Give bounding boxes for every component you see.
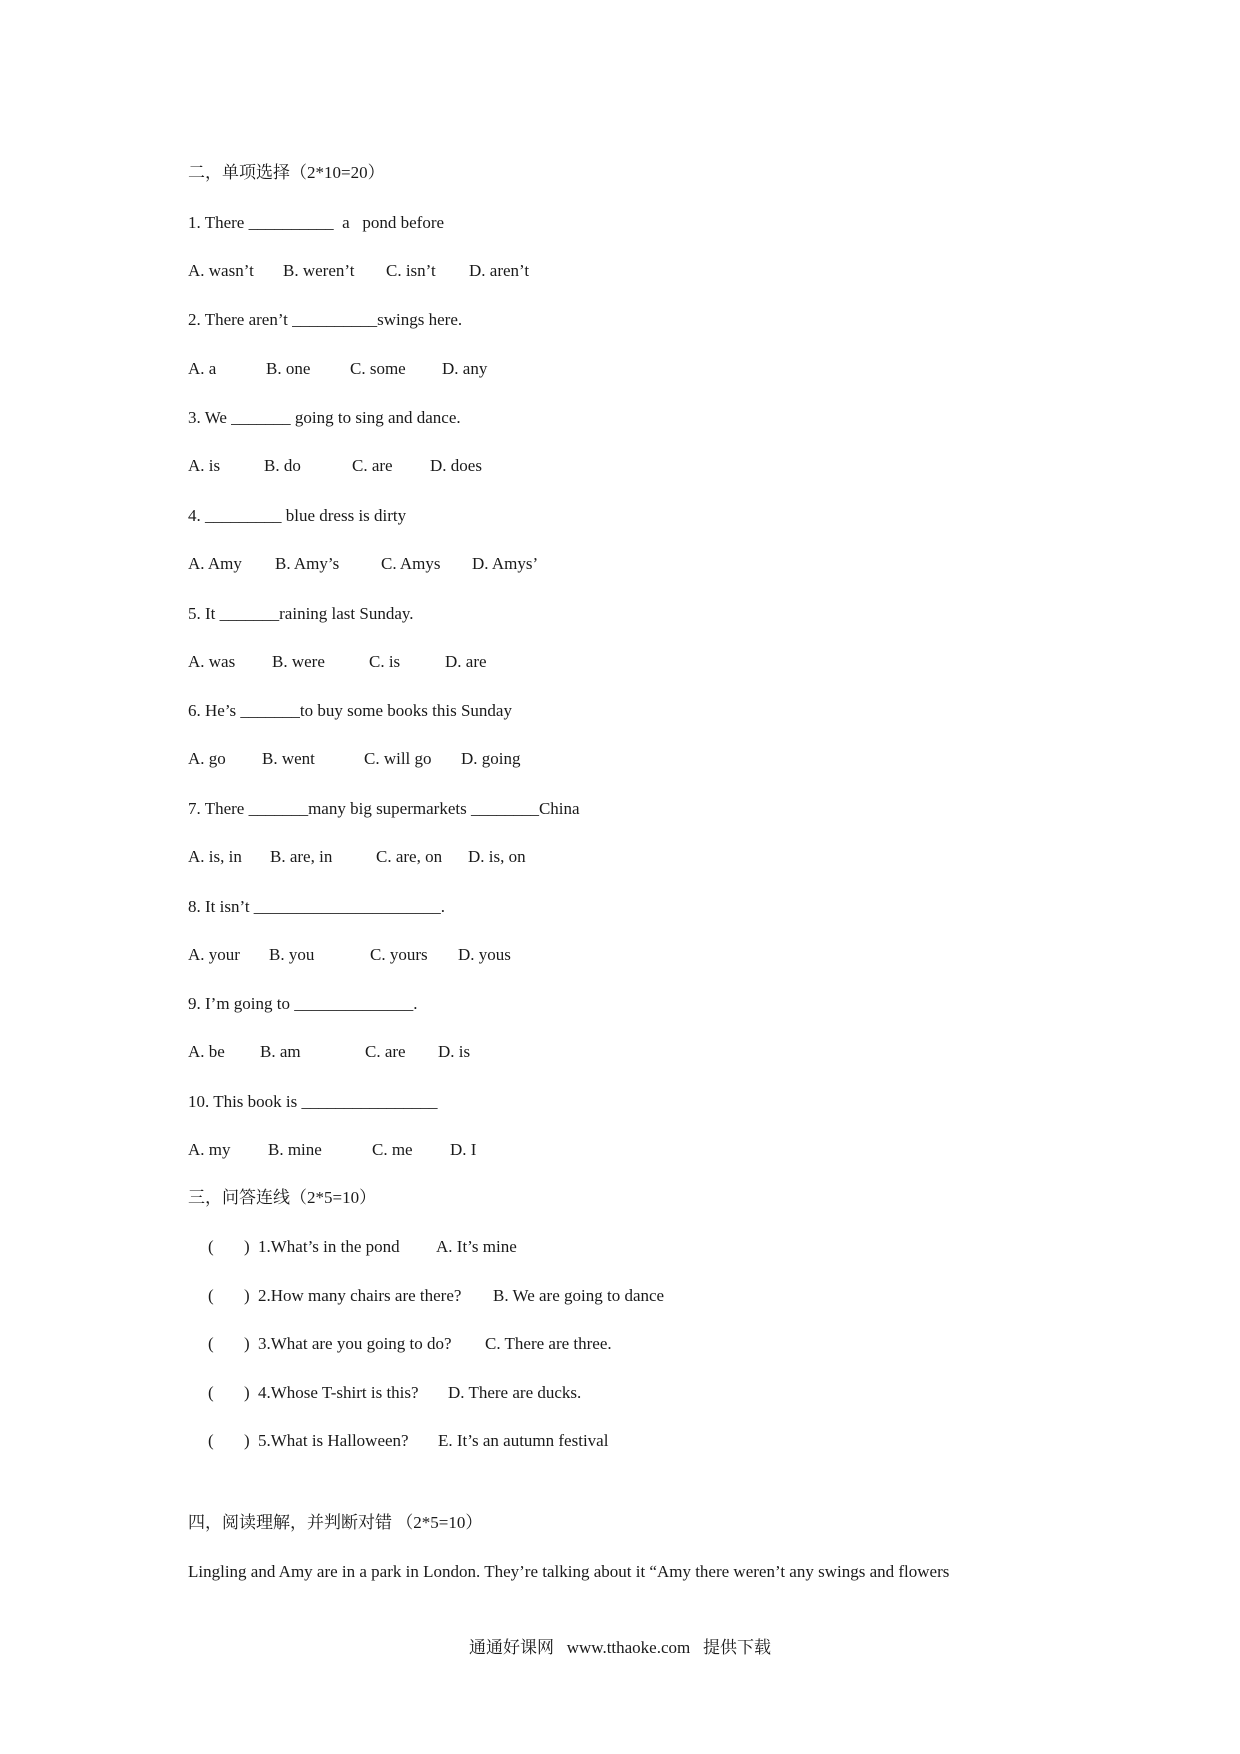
matching-row-2 — [208, 1285, 1108, 1307]
answer-paren-close: ) — [244, 1431, 250, 1450]
option-a: A. Amy — [188, 554, 242, 573]
question-3-options — [188, 455, 1088, 477]
option-a: A. wasn’t — [188, 261, 254, 280]
question-1: 1. There __________ a pond before — [188, 213, 445, 232]
option-c: C. isn’t — [386, 261, 436, 280]
answer-paren-open: ( — [208, 1286, 214, 1305]
option-d: D. any — [442, 359, 488, 378]
question-2: 2. There aren’t __________swings here. — [188, 310, 463, 329]
question-7: 7. There _______many big supermarkets ________China — [188, 799, 580, 818]
option-c: C. me — [372, 1140, 413, 1159]
question-8-options — [188, 944, 1088, 966]
option-c: C. is — [369, 652, 401, 671]
question-2-options — [188, 358, 1088, 380]
question-6-options — [188, 748, 1088, 770]
question-10: 10. This book is ________________ — [188, 1092, 438, 1111]
option-c: C. Amys — [381, 554, 441, 573]
matching-answer: B. We are going to dance — [493, 1286, 665, 1305]
question-4-options — [188, 553, 1088, 575]
question-4: 4. _________ blue dress is dirty — [188, 506, 407, 525]
option-a: A. my — [188, 1140, 231, 1159]
option-b: B. mine — [268, 1140, 322, 1159]
matching-row-5 — [208, 1430, 1108, 1452]
option-a: A. was — [188, 652, 236, 671]
option-a: A. is, in — [188, 847, 242, 866]
option-c: C. are — [365, 1042, 406, 1061]
question-1-options — [188, 260, 1088, 282]
option-a: A. go — [188, 749, 226, 768]
option-d: D. yous — [458, 945, 511, 964]
option-a: A. a — [188, 359, 217, 378]
question-9-options — [188, 1041, 1088, 1063]
question-9: 9. I’m going to ______________. — [188, 994, 418, 1013]
matching-row-1 — [208, 1236, 1108, 1258]
answer-paren-open: ( — [208, 1383, 214, 1402]
matching-row-4 — [208, 1382, 1108, 1404]
matching-question: 1.What’s in the pond — [258, 1237, 400, 1256]
matching-question: 2.How many chairs are there? — [258, 1286, 462, 1305]
matching-question: 4.Whose T-shirt is this? — [258, 1383, 419, 1402]
answer-paren-close: ) — [244, 1383, 250, 1402]
matching-answer: C. There are three. — [485, 1334, 612, 1353]
question-7-options — [188, 846, 1088, 868]
question-8: 8. It isn’t ______________________. — [188, 897, 446, 916]
option-c: C. yours — [370, 945, 428, 964]
option-c: C. are, on — [376, 847, 443, 866]
option-d: D. is — [438, 1042, 471, 1061]
option-c: C. some — [350, 359, 406, 378]
matching-answer: D. There are ducks. — [448, 1383, 582, 1402]
option-a: A. your — [188, 945, 240, 964]
option-b: B. do — [264, 456, 301, 475]
option-b: B. are, in — [270, 847, 333, 866]
option-a: A. be — [188, 1042, 225, 1061]
option-d: D. going — [461, 749, 521, 768]
answer-paren-open: ( — [208, 1334, 214, 1353]
option-d: D. aren’t — [469, 261, 530, 280]
option-a: A. is — [188, 456, 221, 475]
matching-row-3 — [208, 1333, 1108, 1355]
answer-paren-close: ) — [244, 1286, 250, 1305]
matching-question: 3.What are you going to do? — [258, 1334, 452, 1353]
option-c: C. are — [352, 456, 393, 475]
option-d: D. is, on — [468, 847, 526, 866]
answer-paren-open: ( — [208, 1431, 214, 1450]
reading-passage: Lingling and Amy are in a park in London. They’re talking about it “Amy there weren’t any swings and flowers — [188, 1562, 950, 1581]
option-b: B. am — [260, 1042, 301, 1061]
section-2-title: 二，单项选择（2*10=20） — [188, 163, 385, 182]
option-d: D. I — [450, 1140, 477, 1159]
answer-paren-close: ) — [244, 1237, 250, 1256]
answer-paren-open: ( — [208, 1237, 214, 1256]
matching-answer: A. It’s mine — [436, 1237, 517, 1256]
option-b: B. weren’t — [283, 261, 355, 280]
section-3-title: 三，问答连线（2*5=10） — [188, 1188, 377, 1207]
question-6: 6. He’s _______to buy some books this Sunday — [188, 701, 512, 720]
question-3: 3. We _______ going to sing and dance. — [188, 408, 461, 427]
option-b: B. went — [262, 749, 315, 768]
footer: 通通好课网 www.tthaoke.com 提供下载 — [468, 1638, 772, 1657]
option-d: D. Amys’ — [472, 554, 539, 573]
question-5: 5. It _______raining last Sunday. — [188, 604, 414, 623]
question-10-options — [188, 1139, 1088, 1161]
option-b: B. were — [272, 652, 325, 671]
option-b: B. one — [266, 359, 311, 378]
option-c: C. will go — [364, 749, 432, 768]
option-b: B. you — [269, 945, 315, 964]
answer-paren-close: ) — [244, 1334, 250, 1353]
question-5-options — [188, 651, 1088, 673]
option-d: D. does — [430, 456, 482, 475]
section-4-title: 四，阅读理解，并判断对错 （2*5=10） — [188, 1513, 483, 1532]
option-b: B. Amy’s — [275, 554, 340, 573]
matching-answer: E. It’s an autumn festival — [438, 1431, 609, 1450]
matching-question: 5.What is Halloween? — [258, 1431, 409, 1450]
option-d: D. are — [445, 652, 487, 671]
